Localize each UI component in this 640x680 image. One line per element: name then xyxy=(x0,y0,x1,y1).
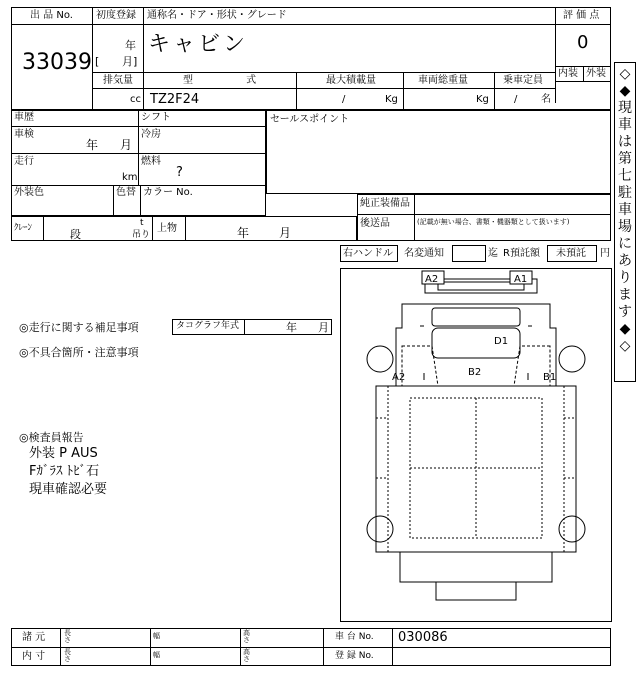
inner-label: 内 寸 xyxy=(22,651,46,662)
ext-color-label: 外装色 xyxy=(14,187,44,198)
ac-label: 冷房 xyxy=(141,129,161,140)
bed-right-side xyxy=(564,386,576,552)
inspector-line-2: Fｶﾞﾗｽ ﾄﾋﾞ石 xyxy=(29,464,100,479)
specs-width-label: 幅 xyxy=(153,632,160,640)
front-left-wheel xyxy=(367,346,393,372)
inspector-title: ◎検査員報告 xyxy=(19,431,84,444)
upper-year-unit: 年 xyxy=(237,226,250,240)
rear-left-wheel xyxy=(367,516,393,542)
score-label: 評 価 点 xyxy=(563,10,600,21)
crane-row xyxy=(11,216,357,241)
max-load-slash: / xyxy=(342,94,346,105)
first-reg-month-unit: 月] xyxy=(122,55,138,68)
tachograph-label: タコグラフ年式 xyxy=(176,321,240,331)
retrofit-label: 後送品 xyxy=(360,218,390,229)
first-reg-year-unit: 年 xyxy=(125,39,136,52)
crane-label: ｸﾚｰﾝ xyxy=(14,223,33,233)
first-reg-label: 初度登録 xyxy=(96,10,136,21)
exterior-label: 外装 xyxy=(586,68,606,79)
defects-title: ◎不具合箇所・注意事項 xyxy=(19,346,139,359)
drive-side: 右ハンドル xyxy=(343,248,393,259)
max-load-unit: Kg xyxy=(385,94,398,105)
deadline-suffix: 迄 xyxy=(488,248,498,259)
grille xyxy=(432,308,520,326)
header-frame xyxy=(11,7,611,110)
gross-weight-unit: Kg xyxy=(476,94,489,105)
driving-notes-title: ◎走行に関する補足事項 xyxy=(19,321,139,334)
lot-number: 33039 xyxy=(22,50,92,75)
persons-unit: 名 xyxy=(541,94,551,105)
diagram-mark-b1: B1 xyxy=(543,372,557,383)
inspection-month-unit: 月 xyxy=(120,138,133,152)
history-label: 車歴 xyxy=(14,112,34,123)
tacho-year-unit: 年 xyxy=(286,321,297,334)
upper-label: 上物 xyxy=(157,223,177,234)
bracket-open: [ xyxy=(95,55,100,68)
vehicle-name: キャビン xyxy=(148,32,249,57)
gross-weight-label: 車両総重量 xyxy=(418,75,468,86)
side-banner-text: ◇◆ 現車は第七駐車場にあります ◆◇ xyxy=(618,66,632,354)
max-load-label: 最大積載量 xyxy=(326,75,376,86)
retrofit-note: (記載が無い場合、書類・機器類として扱います) xyxy=(417,218,570,226)
genuine-parts-label: 純正装備品 xyxy=(360,198,410,209)
inspection-year-unit: 年 xyxy=(86,138,99,152)
cc-unit: cc xyxy=(130,94,141,105)
km-unit: km xyxy=(122,172,138,183)
diagram-mark-a2-front: A2 xyxy=(425,274,439,285)
specs-length-label: 長さ xyxy=(64,629,71,644)
left-door xyxy=(402,346,438,386)
truck-diagram xyxy=(340,268,612,622)
inner-height-label: 高さ xyxy=(243,648,250,663)
inspector-line-1: 外装 P AUS xyxy=(29,446,98,461)
interior-label: 内装 xyxy=(558,68,578,79)
inspection-label: 車検 xyxy=(14,129,34,140)
shift-label: シフト xyxy=(141,112,171,123)
rear-section xyxy=(400,552,552,600)
chassis-label: 車 台 No. xyxy=(335,632,374,642)
recycle-label: R預託額 xyxy=(503,248,540,259)
score-value: 0 xyxy=(577,32,589,53)
yen-unit: 円 xyxy=(600,248,610,259)
front-right-wheel xyxy=(559,346,585,372)
inner-length-label: 長さ xyxy=(64,648,71,663)
chassis-value: 030086 xyxy=(398,630,448,645)
diagram-mark-a1-front: A1 xyxy=(514,274,528,285)
name-change-label: 名変通知 xyxy=(404,248,444,259)
bed-cross xyxy=(410,398,542,538)
fuel-label: 燃料 xyxy=(141,156,161,167)
tacho-month-unit: 月 xyxy=(318,321,329,334)
fuel-value: ? xyxy=(176,165,183,180)
rear-bumper xyxy=(436,582,516,600)
crane-t-unit: t xyxy=(140,218,144,228)
name-change-box xyxy=(452,245,486,262)
inspector-line-3: 現車確認必要 xyxy=(29,482,108,497)
specs-label: 諸 元 xyxy=(22,632,46,643)
capacity-label: 乗車定員 xyxy=(503,75,543,86)
capacity-slash: / xyxy=(514,94,518,105)
color-change-label: 色替 xyxy=(116,187,136,198)
diagram-mark-d1: D1 xyxy=(494,336,509,347)
crane-lift-unit: 吊り xyxy=(132,230,151,240)
reg-label: 登 録 No. xyxy=(335,651,374,661)
inner-width-label: 幅 xyxy=(153,651,160,659)
color-no-label: カラー No. xyxy=(143,187,193,198)
name-label: 通称名・ドア・形状・グレード xyxy=(147,10,287,21)
sales-point-label: セールスポイント xyxy=(270,114,350,125)
diagram-mark-b2: B2 xyxy=(468,367,482,378)
specs-height-label: 高さ xyxy=(243,629,250,644)
diagram-mark-a2-side: A2 xyxy=(392,372,406,383)
upper-month-unit: 月 xyxy=(279,226,292,240)
rear-right-wheel xyxy=(559,516,585,542)
mileage-label: 走行 xyxy=(14,156,34,167)
displacement-label: 排気量 xyxy=(103,75,133,86)
crane-stage-unit: 段 xyxy=(70,228,81,241)
bed-left-side xyxy=(376,386,388,552)
recycle-value: 未預託 xyxy=(556,248,586,259)
model-label: 型 式 xyxy=(183,75,257,86)
model-code: TZ2F24 xyxy=(150,92,200,107)
lot-label: 出 品 No. xyxy=(30,10,73,21)
